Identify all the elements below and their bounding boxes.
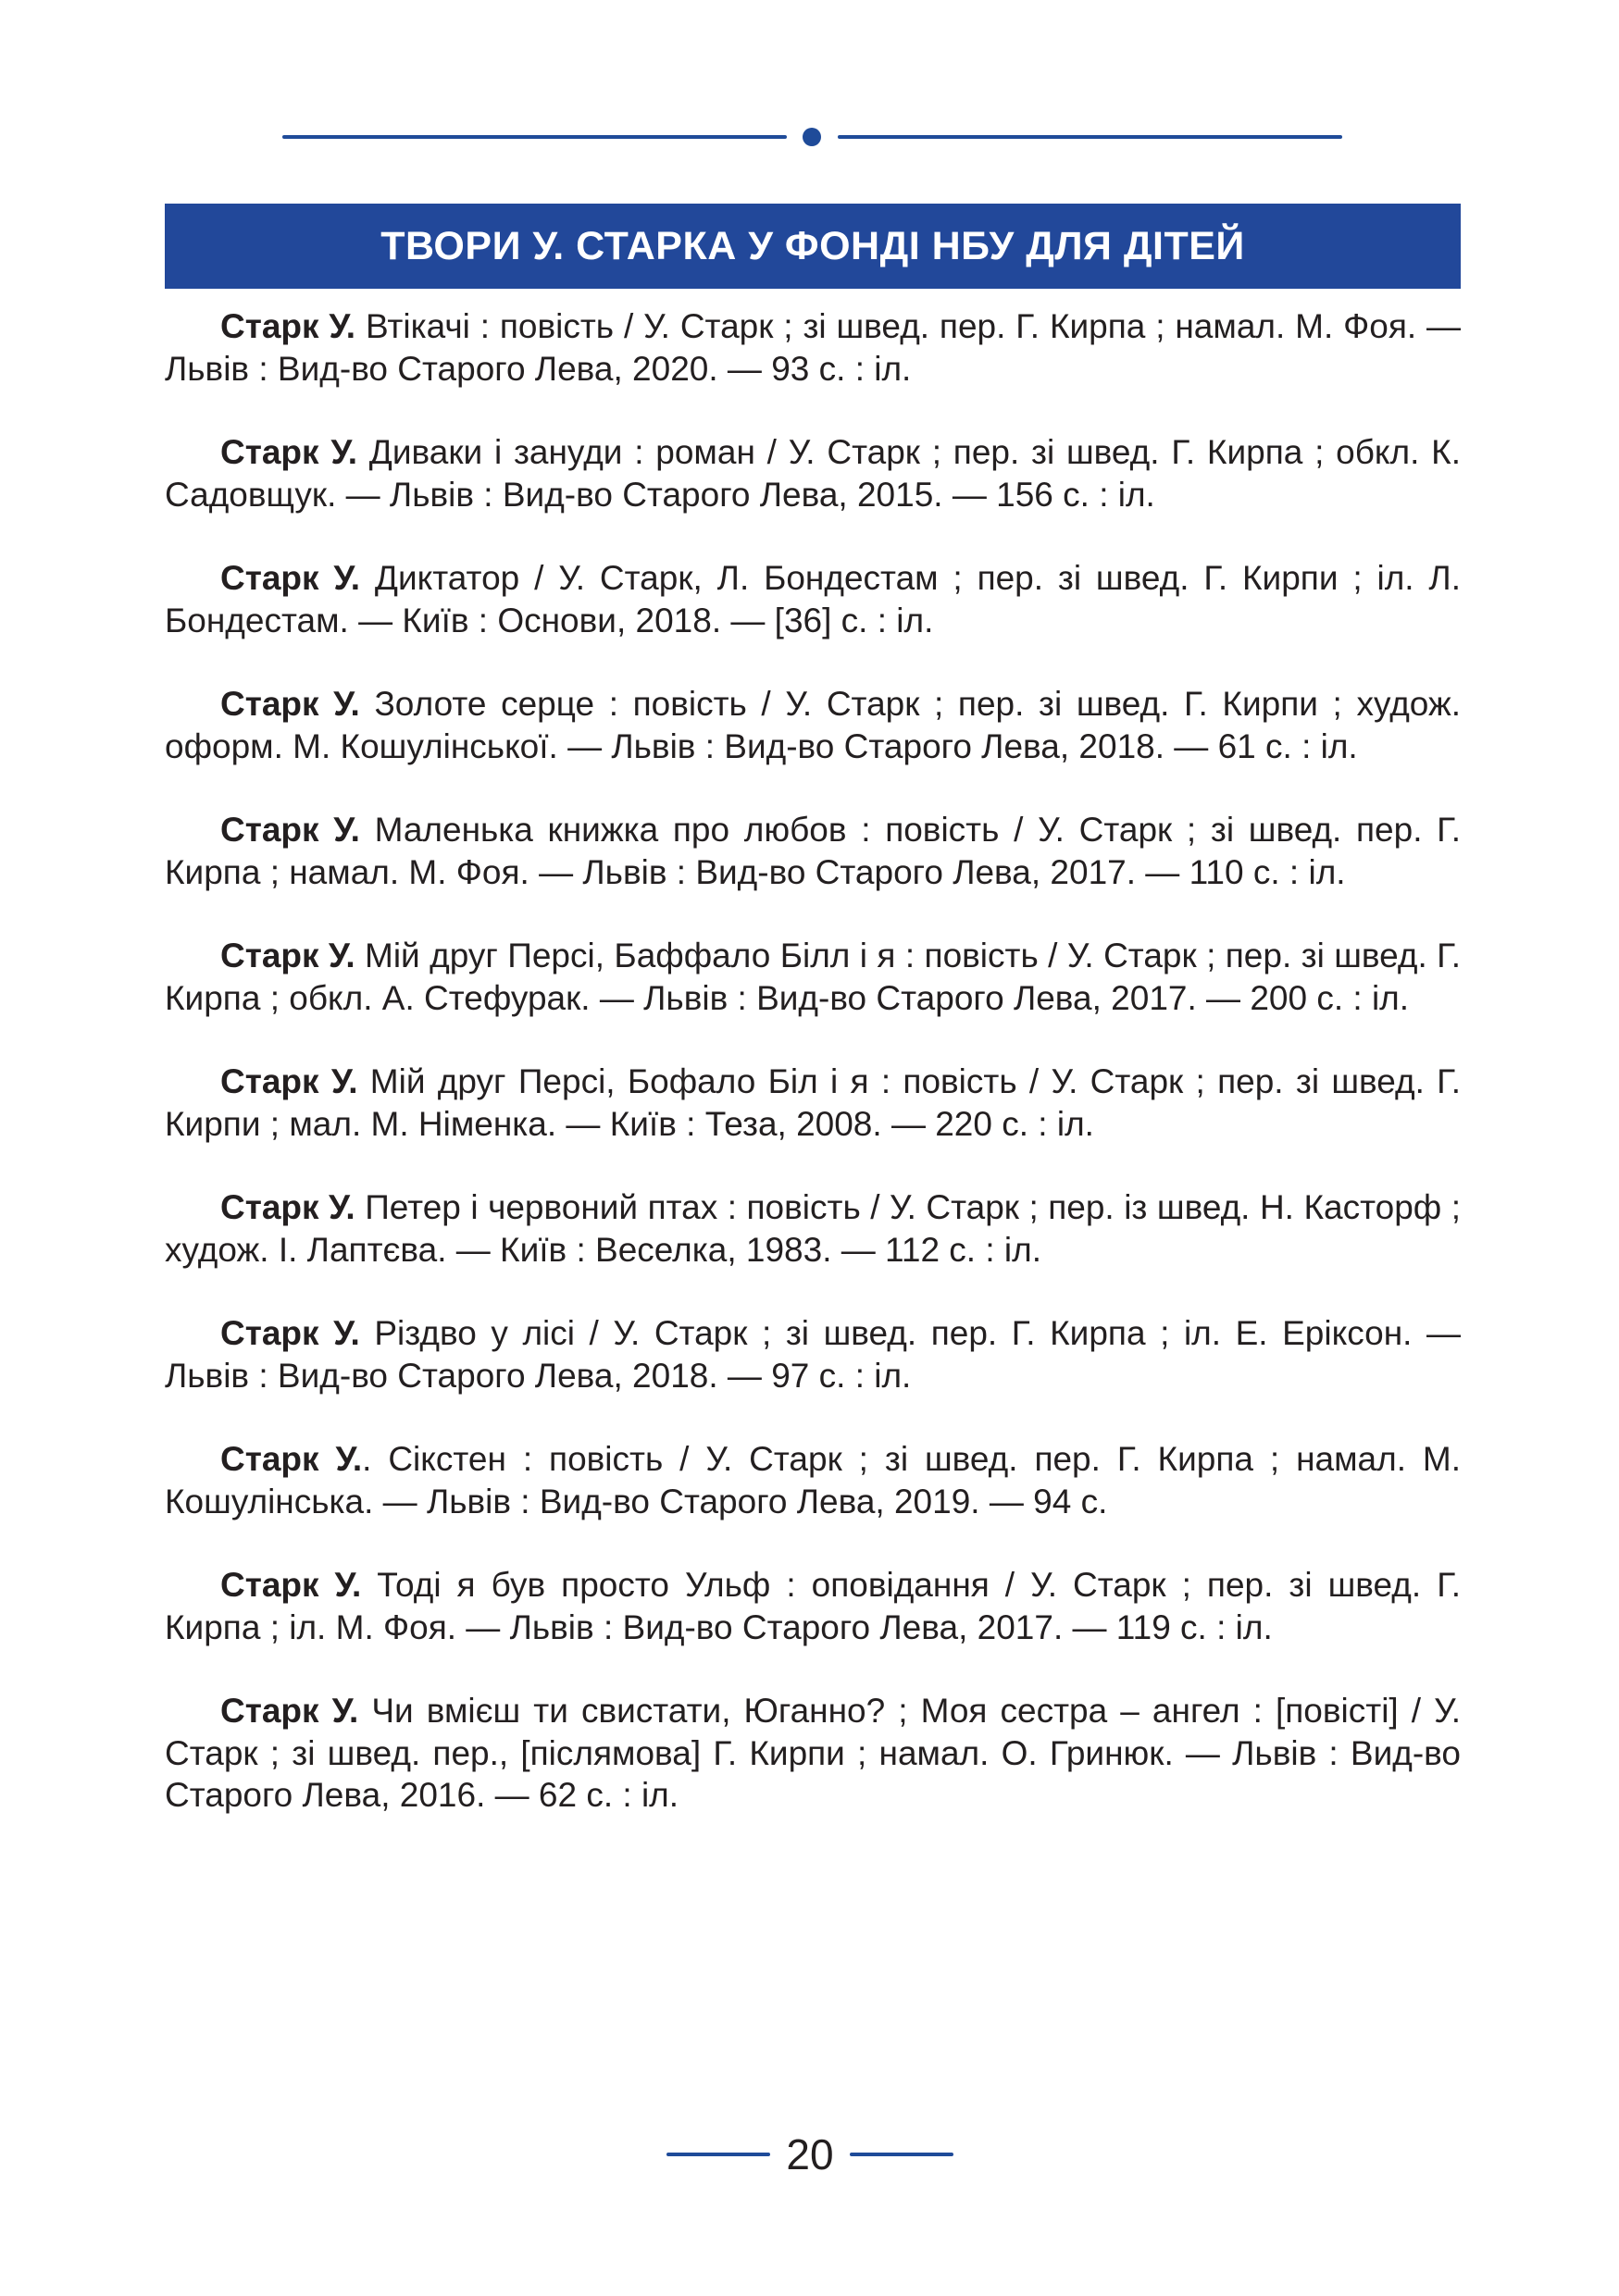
entry-text: Різдво у лісі / У. Старк ; зі швед. пер. Г. Кирпа ; іл. Е. Еріксон. — Львів : Вид-во Старого Лева, 2018. — 97 с. : іл. xyxy=(165,1314,1461,1395)
bibliography-entry xyxy=(165,557,1461,641)
entry-text: Маленька книжка про любов : повість / У. Старк ; зі швед. пер. Г. Кирпа ; намал. М. Фоя. — Львів : Вид-во Старого Лева, 2017. — 110 с. : іл. xyxy=(165,811,1461,891)
bibliography-entry xyxy=(165,1186,1461,1271)
entry-text: Петер і червоний птах : повість / У. Старк ; пер. із швед. Н. Касторф ; худож. І. Лаптєва. — Київ : Веселка, 1983. — 112 с. : іл. xyxy=(165,1188,1461,1269)
bibliography-entry xyxy=(165,809,1461,893)
entry-author: Старк У. xyxy=(220,1566,362,1604)
entry-author: Старк У. xyxy=(220,1440,363,1478)
entry-author: Старк У. xyxy=(220,559,361,597)
ornament-line-right xyxy=(838,135,1342,139)
entry-author: Старк У. xyxy=(220,433,357,471)
top-ornament xyxy=(282,128,1342,146)
bibliography-list xyxy=(165,305,1461,1858)
footer-line-right xyxy=(850,2153,953,2156)
ornament-dot xyxy=(803,128,821,146)
entry-text: Диваки і зануди : роман / У. Старк ; пер. зі швед. Г. Кирпа ; обкл. К. Садовщук. — Львів : Вид-во Старого Лева, 2015. — 156 с. : іл. xyxy=(165,433,1461,514)
bibliography-entry xyxy=(165,1312,1461,1396)
entry-text: Диктатор / У. Старк, Л. Бондестам ; пер. зі швед. Г. Кирпи ; іл. Л. Бондестам. — Київ : Основи, 2018. — [36] с. : іл. xyxy=(165,559,1461,639)
entry-text: . Сікстен : повість / У. Старк ; зі швед. пер. Г. Кирпа ; намал. М. Кошулінська. — Львів : Вид-во Старого Лева, 2019. — 94 с. xyxy=(165,1440,1461,1520)
section-title-banner xyxy=(165,204,1461,289)
entry-text: Чи вмієш ти свистати, Юганно? ; Моя сестра – ангел : [повісті] / У. Старк ; зі швед. пер., [післямова] Г. Кирпи ; намал. О. Гринюк. — Львів : Вид-во Старого Лева, 2016. — 62 с. : іл. xyxy=(165,1692,1461,1814)
entry-text: Втікачі : повість / У. Старк ; зі швед. пер. Г. Кирпа ; намал. М. Фоя. — Львів : Вид-во Старого Лева, 2020. — 93 с. : іл. xyxy=(165,307,1462,388)
bibliography-entry xyxy=(165,305,1461,390)
bibliography-entry xyxy=(165,431,1461,515)
entry-author: Старк У. xyxy=(220,1314,360,1352)
bibliography-entry xyxy=(165,935,1461,1019)
footer-line-left xyxy=(666,2153,770,2156)
bibliography-entry xyxy=(165,683,1461,767)
entry-author: Старк У. xyxy=(220,1062,358,1100)
entry-text: Тоді я був просто Ульф : оповідання / У. Старк ; пер. зі швед. Г. Кирпа ; іл. М. Фоя. — Львів : Вид-во Старого Лева, 2017. — 119 с. : іл. xyxy=(165,1566,1461,1646)
entry-author: Старк У. xyxy=(220,1188,355,1226)
bibliography-entry xyxy=(165,1438,1461,1522)
entry-author: Старк У. xyxy=(220,1692,359,1730)
entry-text: Золоте серце : повість / У. Старк ; пер. зі швед. Г. Кирпи ; худож. оформ. М. Кошулінської. — Львів : Вид-во Старого Лева, 2018. — 61 с. : іл. xyxy=(165,685,1462,765)
entry-text: Мій друг Персі, Баффало Білл і я : повість / У. Старк ; пер. зі швед. Г. Кирпа ; обкл. А. Стефурак. — Львів : Вид-во Старого Лева, 2017. — 200 с. : іл. xyxy=(165,937,1461,1017)
entry-text: Мій друг Персі, Бофало Біл і я : повість / У. Старк ; пер. зі швед. Г. Кирпи ; мал. М. Німенка. — Київ : Теза, 2008. — 220 с. : іл. xyxy=(165,1062,1461,1143)
page-footer xyxy=(666,2128,953,2180)
bibliography-entry xyxy=(165,1564,1461,1648)
section-title: ТВОРИ У. СТАРКА У ФОНДІ НБУ ДЛЯ ДІТЕЙ xyxy=(380,223,1245,268)
bibliography-entry xyxy=(165,1061,1461,1145)
entry-author: Старк У. xyxy=(220,307,356,345)
bibliography-entry xyxy=(165,1690,1461,1817)
ornament-line-left xyxy=(282,135,787,139)
entry-author: Старк У. xyxy=(220,811,360,849)
entry-author: Старк У. xyxy=(220,685,360,723)
page-number: 20 xyxy=(786,2130,834,2178)
entry-author: Старк У. xyxy=(220,937,355,974)
